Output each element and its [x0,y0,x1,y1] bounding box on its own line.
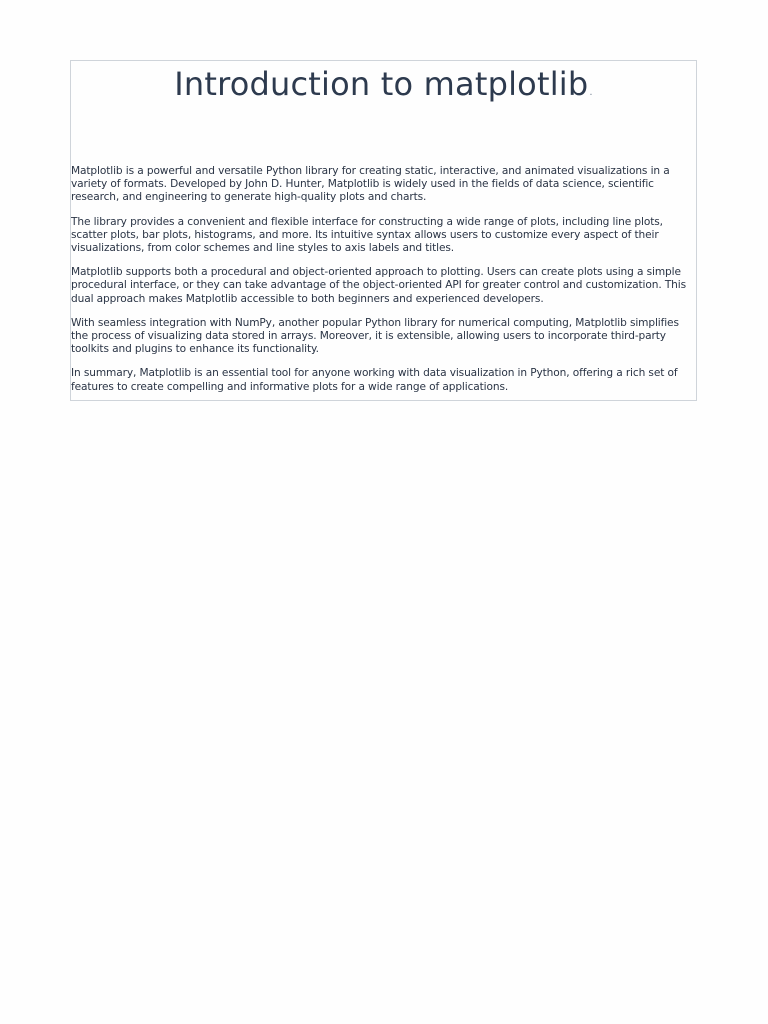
paragraph-approaches: Matplotlib supports both a procedural and object-oriented approach to plotting. Users can create plots using a simple procedural interface, or they can take advantage of the object-oriented API for greater control and customization. This dual approach makes Matplotlib accessible to both beginners and experienced developers. [71,266,686,305]
paragraph-summary: In summary, Matplotlib is an essential tool for anyone working with data visualization in Python, offering a rich set of features to create compelling and informative plots for a wide range of applications. [71,367,678,393]
page-title [71,61,696,113]
title-trailing-mark: . [589,87,593,98]
page-title-text: Introduction to matplotlib [174,65,589,103]
paragraph-integration: With seamless integration with NumPy, another popular Python library for numerical computing, Matplotlib simplifies the process of visualizing data stored in arrays. Moreover, it is extensible, allowing users to incorporate third-party toolkits and plugins to enhance its functionality. [71,316,679,356]
paragraph-interface: The library provides a convenient and flexible interface for constructing a wide range of plots, including line plots, scatter plots, bar plots, histograms, and more. Its intuitive syntax allows users to customize every aspect of their visualizations, from color schemes and line styles to axis labels and titles. [71,215,663,255]
document-body [71,165,698,405]
document-container [70,60,697,401]
paragraph-overview: Matplotlib is a powerful and versatile Python library for creating static, interactive, and animated visualizations in a variety of formats. Developed by John D. Hunter, Matplotlib is widely used in the fields of data science, scientific research, and engineering to generate high-quality plots and charts. [71,165,670,204]
